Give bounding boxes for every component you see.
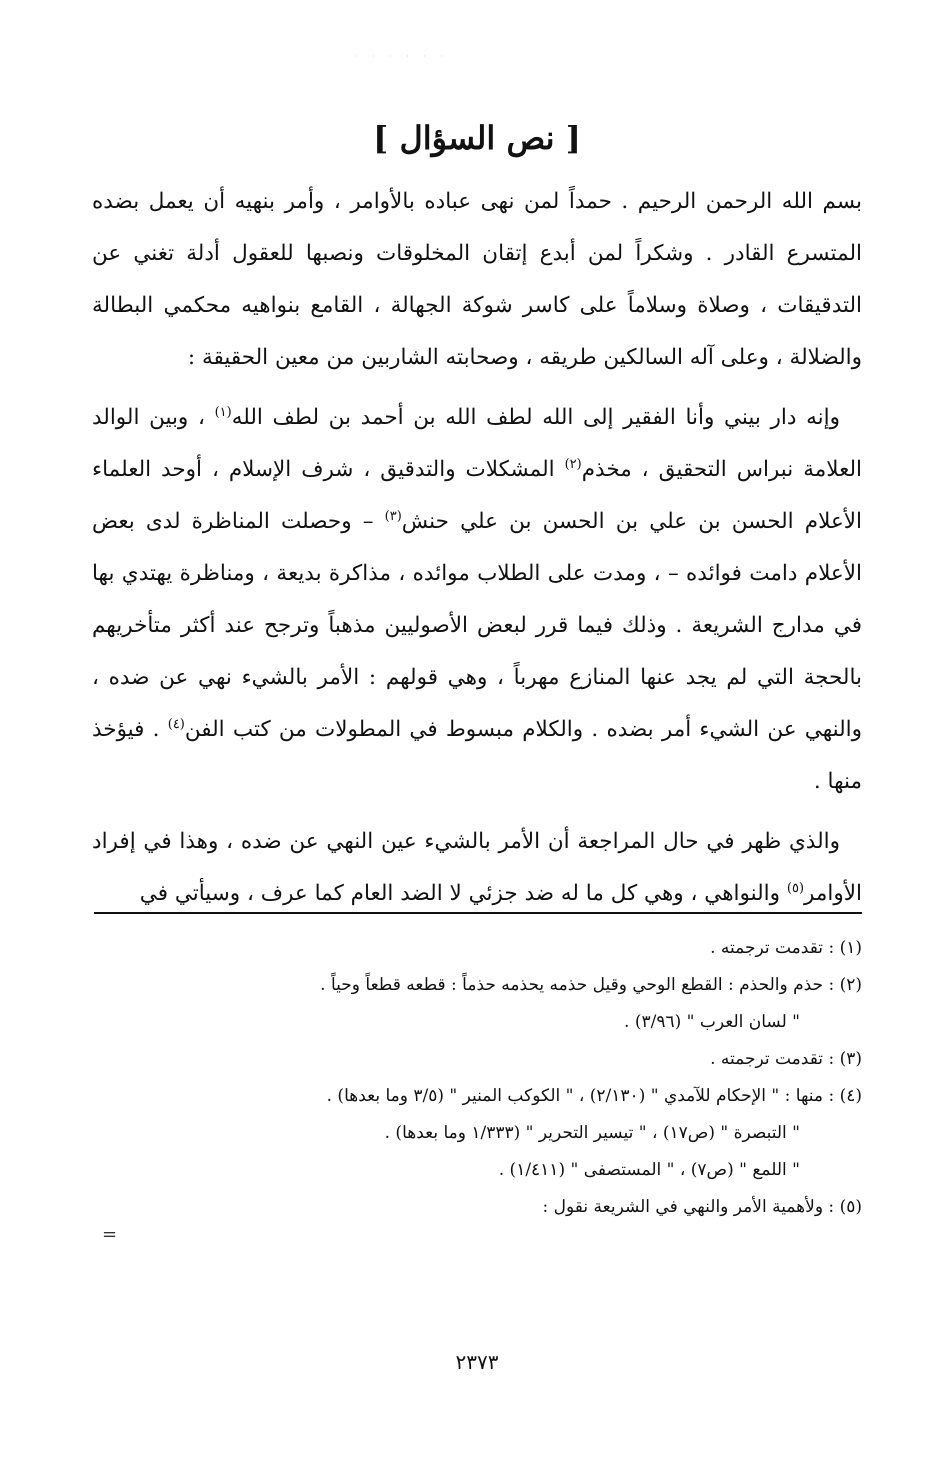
- review-text-2: والنواهي ، وهي كل ما له ضد جزئي لا الضد العام كما عرف ، وسيأتي في: [139, 881, 787, 906]
- footnote-number: (٣): [839, 1049, 862, 1069]
- debate-text-2: ، وبين الوالد العلامة نبراس التحقيق ، مخذم: [92, 405, 862, 482]
- opening-line-4: والضلالة ، وعلى آله السالكين طريقه ، وصحابته الشاربين من معين الحقيقة :: [187, 345, 862, 370]
- footnote-number: (٥): [839, 1197, 862, 1217]
- footnote-separator: [94, 912, 862, 914]
- debate-text-5: . فيؤخذ منها .: [92, 717, 862, 794]
- footnote-text: : ولأهمية الأمر والنهي في الشريعة نقول :: [542, 1197, 840, 1217]
- faint-header-marks: · · · · · ·: [355, 52, 449, 61]
- footnote-ref-3[interactable]: (٣): [384, 509, 402, 524]
- debate-text-4: – وحصلت المناظرة لدى بعض الأعلام دامت فوائده – ، ومدت على الطلاب موائده ، مذاكرة بديعة ، ومناظرة يهتدي بها في مدارج الشريعة . وذلك فيما قرر لبعض الأصوليين مذهباً وترجح عند أكثر متأخريهم بالحجة التي لم يجد عنها المنازع مهرباً ، وهي قولهم : الأمر بالشيء نهي عن ضده ، والنهي عن الشيء أمر بضده . والكلام مبسوط في المطولات من كتب الفن: [92, 509, 863, 742]
- footnote-number: (٤): [839, 1086, 862, 1106]
- footnote-4: [92, 1078, 862, 1115]
- page-number: ٢٣٧٣: [455, 1350, 499, 1374]
- footnote-2: [92, 967, 862, 1004]
- page-title: [ نص السؤال ]: [373, 119, 581, 157]
- footnote-3: [92, 1041, 862, 1078]
- footnote-text: : تقدمت ترجمته .: [710, 938, 840, 958]
- footnote-number: (٢): [839, 975, 862, 995]
- footnote-2-reference: " لسان العرب " (٣/٩٦) .: [624, 1012, 800, 1032]
- opening-line-1: بسم الله الرحمن الرحيم . حمداً لمن نهى عباده بالأوامر ، وأمر بنهيه أن يعمل بضده: [92, 189, 862, 214]
- footnote-number: (١): [839, 938, 862, 958]
- document-page: [92, 0, 862, 1482]
- footnotes-section: [92, 930, 862, 1226]
- footnote-4-reference-3: " اللمع " (ص٧) ، " المستصفى " (١/٤١١) .: [498, 1160, 800, 1180]
- footnote-1: [92, 930, 862, 967]
- footnote-4-reference-2: " التبصرة " (ص١٧) ، " تيسير التحرير " (١/٣٣٣ وما بعدها) .: [384, 1123, 800, 1143]
- footnote-5: [92, 1189, 862, 1226]
- footnote-text: : منها : " الإحكام للآمدي " (٢/١٣٠) ، " الكوكب المنير " (٣/٥ وما بعدها) .: [326, 1086, 840, 1106]
- footnote-text: : تقدمت ترجمته .: [710, 1049, 840, 1069]
- main-text: [92, 176, 862, 920]
- opening-line-2: المتسرع القادر . وشكراً لمن أبدع إتقان المخلوقات ونصبها للعقول أدلة تغني عن: [92, 241, 862, 266]
- footnote-ref-4[interactable]: (٤): [167, 717, 185, 732]
- continuation-mark: =: [102, 1224, 118, 1245]
- paragraph-debate: [92, 392, 862, 808]
- debate-text-3: المشكلات والتدقيق ، شرف الإسلام ، أوحد العلماء الأعلام الحسن بن علي بن الحسن بن علي حنش: [92, 457, 863, 534]
- paragraph-opening: [92, 176, 862, 384]
- debate-text-1: وإنه دار بيني وأنا الفقير إلى الله لطف الله بن أحمد بن لطف الله: [231, 405, 840, 430]
- footnote-ref-1[interactable]: (١): [214, 405, 232, 420]
- footnote-text: : حذم والحذم : القطع الوحي وقيل حذمه يحذمه حذماً : قطعه قطعاً وحياً .: [320, 975, 840, 995]
- opening-line-3: التدقيقات ، وصلاة وسلاماً على كاسر شوكة الجهالة ، القامع بنواهيه محكمي البطالة: [92, 293, 862, 318]
- footnote-ref-2[interactable]: (٢): [564, 457, 582, 472]
- paragraph-review: [92, 816, 862, 920]
- footnote-ref-5[interactable]: (٥): [786, 881, 805, 896]
- review-text-1: والذي ظهر في حال المراجعة أن الأمر بالشيء عين النهي عن ضده ، وهذا في إفراد الأوامر: [92, 829, 862, 906]
